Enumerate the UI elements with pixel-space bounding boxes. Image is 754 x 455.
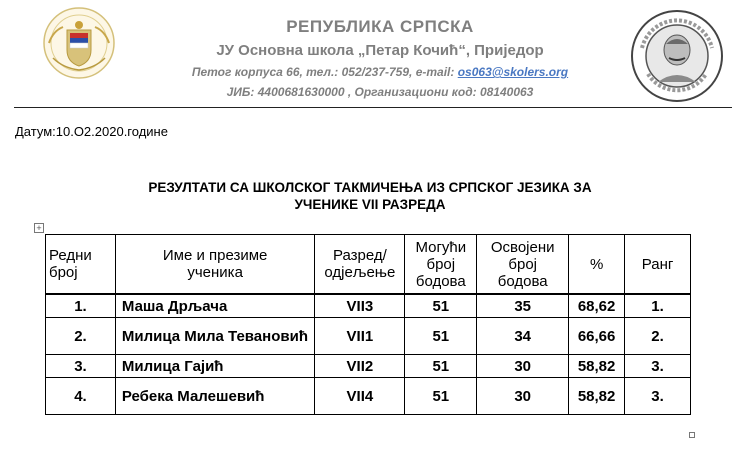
coat-of-arms-logo: [35, 6, 123, 80]
header-earned-line1: Освојени: [490, 238, 555, 256]
document-title-line-1: РЕЗУЛТАТИ СА ШКОЛСКОГ ТАКМИЧЕЊА ИЗ СРПСКОГ ЈЕЗИКА ЗА: [148, 180, 592, 195]
cell-percent: 58,82: [569, 378, 625, 415]
header-class-line1: Разред/: [332, 247, 387, 264]
cell-possible: 51: [405, 318, 477, 355]
table-row: [46, 378, 691, 415]
cell-rank: 3.: [625, 378, 691, 415]
header-republic: РЕПУБЛИКА СРПСКА: [286, 17, 474, 36]
cell-no: 1.: [46, 294, 116, 318]
header-address: [120, 65, 640, 79]
table-move-handle-icon[interactable]: +: [34, 223, 44, 233]
header-class-line2: одјељење: [324, 264, 396, 281]
cell-no: 3.: [46, 355, 116, 378]
header-earned-line3: бодова: [497, 272, 548, 290]
header-school-name: ЈУ Основна школа „Петар Кочић“, Приједор: [216, 42, 544, 59]
email-link[interactable]: os063@skolers.org: [457, 65, 569, 79]
cell-percent: 58,82: [569, 355, 625, 378]
document-title-line-2: УЧЕНИКЕ VII РАЗРЕДА: [294, 197, 446, 212]
header-rank-no-line2: број: [49, 264, 78, 281]
header-ids: ЈИБ: 4400681630000 , Организациони код: 08140063: [226, 85, 534, 99]
table-row: [46, 318, 691, 355]
cell-percent: 68,62: [569, 294, 625, 318]
cell-class: VII1: [315, 318, 405, 355]
cell-rank: 3.: [625, 355, 691, 378]
header-class: [315, 235, 405, 295]
header-possible-line2: број: [426, 255, 456, 273]
cell-possible: 51: [405, 355, 477, 378]
header-rank: Ранг: [625, 235, 691, 295]
cell-percent: 66,66: [569, 318, 625, 355]
header-possible-points: [405, 235, 477, 295]
cell-no: 4.: [46, 378, 116, 415]
table-header-row: [46, 235, 691, 295]
cell-name: Милица Гајић: [115, 355, 315, 378]
cell-earned: 30: [477, 378, 569, 415]
header-earned-line2: број: [508, 255, 537, 273]
cell-rank: 1.: [625, 294, 691, 318]
cell-rank: 2.: [625, 318, 691, 355]
header-possible-line1: Могући: [415, 238, 467, 256]
header-name-line1: Име и презиме: [162, 247, 268, 264]
table-row: [46, 294, 691, 318]
header-earned-points: [477, 235, 569, 295]
table-row: [46, 355, 691, 378]
cell-earned: 35: [477, 294, 569, 318]
cell-earned: 34: [477, 318, 569, 355]
results-table: [45, 234, 691, 415]
header-divider: [14, 107, 732, 108]
document-date: Датум:10.О2.2020.године: [15, 124, 168, 139]
cell-earned: 30: [477, 355, 569, 378]
cell-name: Ребека Малешевић: [115, 378, 315, 415]
header-possible-line3: бодова: [415, 272, 466, 290]
header-name-line2: ученика: [187, 264, 243, 281]
cell-class: VII3: [315, 294, 405, 318]
cell-class: VII4: [315, 378, 405, 415]
school-seal-logo: [628, 8, 726, 104]
cell-name: Милица Мила Тевановић: [115, 318, 315, 355]
header-rank-no-line1: Редни: [49, 247, 92, 264]
header-address-text: Петог корпуса 66, тел.: 052/237-759, e-mail:: [191, 65, 458, 79]
header-percent: %: [569, 235, 625, 295]
table-resize-handle[interactable]: [689, 432, 695, 438]
cell-no: 2.: [46, 318, 116, 355]
cell-name: Маша Дрљача: [115, 294, 315, 318]
cell-possible: 51: [405, 294, 477, 318]
header-name: [115, 235, 315, 295]
cell-possible: 51: [405, 378, 477, 415]
header-rank-no: [46, 235, 116, 295]
cell-class: VII2: [315, 355, 405, 378]
